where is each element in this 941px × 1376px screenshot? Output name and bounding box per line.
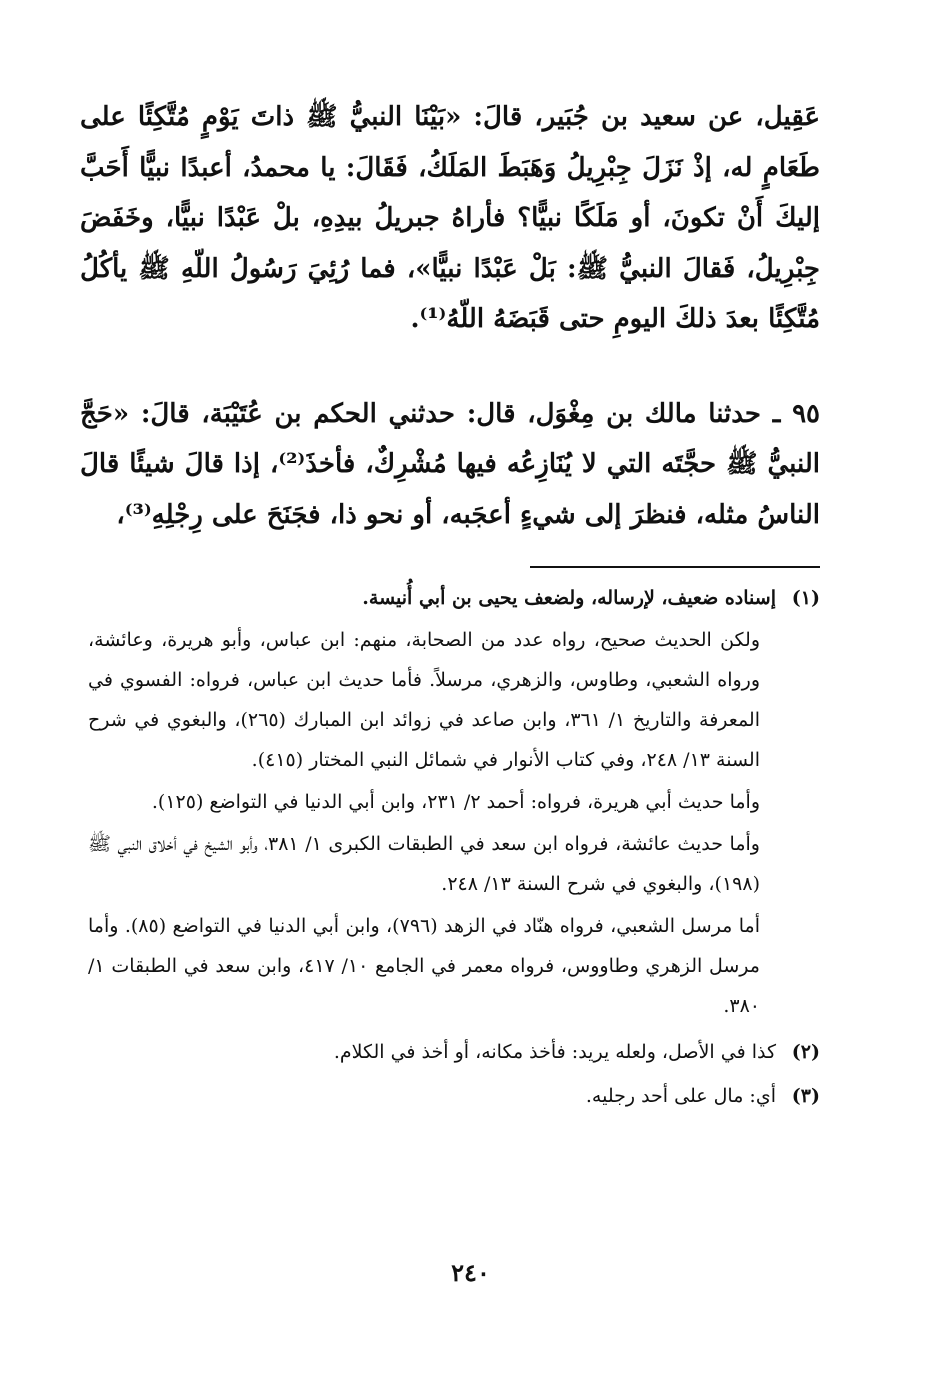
footnote-number: (١) [791, 587, 820, 609]
footnote-2 [88, 1032, 820, 1072]
footnote-paragraph: ولكن الحديث صحيح، رواه عدد من الصحابة، منهم: ابن عباس، وأبو هريرة، وعائشة، ورواه الشعبي، وطاوس، والزهري، مرسلاً. فأما حديث ابن عباس، فرواه: الفسوي في المعرفة والتاريخ ١/ ٣٦١، وابن صاعد في زوائد ابن المبارك (٢٦٥)، والبغوي في شرح السنة ١٣/ ٢٤٨، وفي كتاب الأنوار في شمائل النبي المختار (٤١٥). [88, 629, 760, 771]
footnote-heading: إسناده ضعيف، لإرساله، ولضعف يحيى بن أبي أُنيسة. [362, 587, 776, 609]
paragraph-hadith-95 [80, 389, 820, 541]
paragraph-continuation: عَقِيل، عن سعيد بن جُبَير، قالَ: «بَيْنَا النبيُّ ﷺ ذاتَ يَوْمٍ مُتَّكِئًا على طَعَامٍ له، إذْ نَزَلَ جِبْرِيلُ وَهَبَطَ المَلَكُ، فَقَالَ: يا محمدُ، أعبدًا نبيًّا أَحَبَّ إليكَ أَنْ تكونَ، أو مَلَكًا نبيًّا؟ فأراهُ جبريلُ بيدِهِ، بلْ عَبْدًا نبيًّا، وخَفَضَ جِبْرِيلُ، فَقالَ النبيُّ ﷺ: بَلْ عَبْدًا نبيًّا»، فما رُئِيَ رَسُولُ اللّهِ ﷺ يأكُلُ مُتَّكِئًا بعدَ ذلكَ اليومِ حتى قَبَضَهُ اللّهُ⁽¹⁾. [80, 102, 820, 334]
footnote-paragraph: وأما حديث أبي هريرة، فرواه: أحمد ٢/ ٢٣١، وابن أبي الدنيا في التواضع (١٢٥). [151, 791, 760, 813]
footnote-body: كذا في الأصل، ولعله يريد: فأخذ مكانه، أو أخذ في الكلام. [333, 1041, 776, 1063]
footnote-body [88, 578, 776, 1028]
footnote-3 [88, 1076, 820, 1116]
footnote-separator [530, 566, 820, 568]
footnote-number: (٣) [791, 1085, 820, 1107]
hadith-number: ٩٥ [792, 398, 820, 429]
main-text [80, 92, 820, 540]
footnote-1 [88, 578, 820, 1028]
page-number: ٢٤٠ [451, 1258, 490, 1287]
footnote-number: (٢) [791, 1041, 820, 1063]
footnote-body: أي: مال على أحد رجليه. [585, 1085, 776, 1107]
footnote-paragraph: أما مرسل الشعبي، فرواه هنّاد في الزهد (٧٩٦)، وابن أبي الدنيا في التواضع (٨٥). وأما مرسل الزهري وطاووس، فرواه معمر في الجامع ١٠/ ٤١٧، وابن سعد في الطبقات ١/ ٣٨٠. [88, 915, 761, 1017]
footnote-paragraph: وأما حديث عائشة، فرواه ابن سعد في الطبقات الكبرى ١/ ٣٨١، وأبو الشيخ في أخلاق النبي ﷺ (١٩٨)، والبغوي في شرح السنة ١٣/ ٢٤٨. [88, 833, 760, 895]
hadith-text: ـ حدثنا مالك بن مِغْوَل، قال: حدثني الحكم بن عُتَيْبَة، قالَ: «حَجَّ النبيُّ ﷺ حجَّتَه التي لا يُنَازِعُه فيها مُشْرِكٌ، فأخذَ⁽²⁾، إذا قالَ شيئًا قالَ الناسُ مثله، فنظرَ إلى شيءٍ أعجَبه، أو نحو ذا، فجَنَحَ على رِجْلِهِ⁽³⁾، [80, 398, 821, 530]
footnotes [88, 578, 820, 1116]
